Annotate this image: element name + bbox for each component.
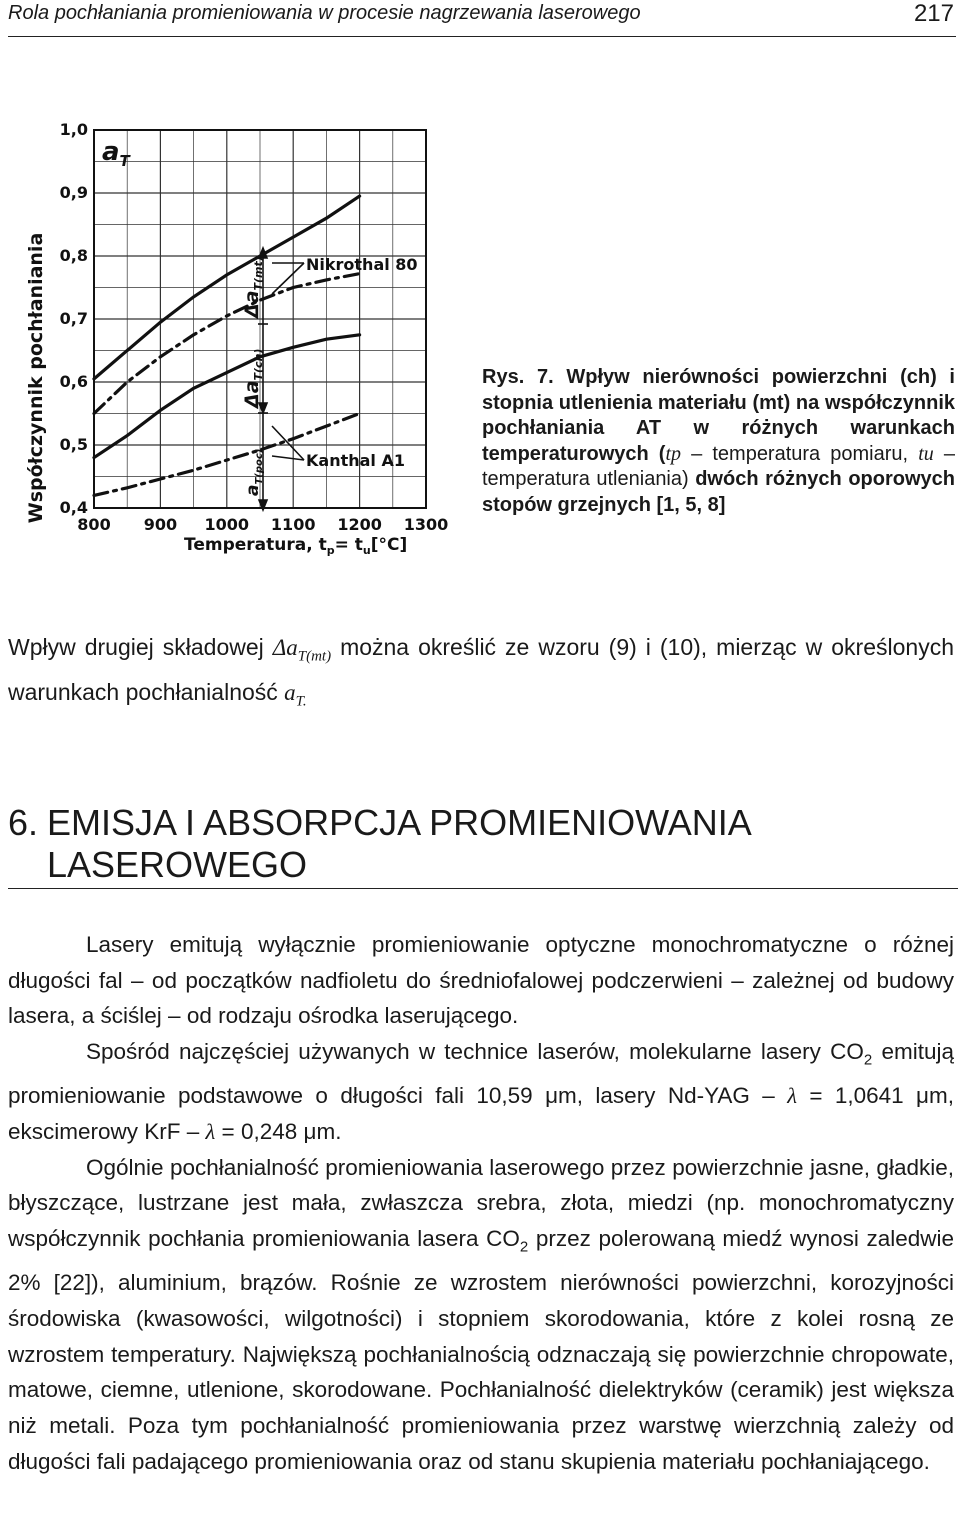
- section-title-line2: LASEROWEGO: [47, 844, 308, 885]
- y-symbol-sub: T: [119, 152, 130, 170]
- caption-tu: tu: [918, 442, 934, 465]
- x-tick-label: 800: [77, 515, 111, 534]
- y-tick-label: 0,8: [59, 246, 88, 265]
- label-nikrothal: Nikrothal 80: [306, 255, 418, 274]
- ann-delta-mt: Δa: [241, 290, 263, 318]
- y-symbol: a: [102, 137, 120, 167]
- ann-delta-ch: Δa: [241, 380, 263, 408]
- section-number: 6.: [8, 802, 39, 843]
- section-body: [8, 927, 954, 1480]
- at-symbol: a: [284, 679, 296, 705]
- chart-svg: [14, 108, 454, 568]
- paragraph-intro: Wpływ drugiej składowej $\Delta a_{T(mt)}$ można określić ze wzoru (9) i (10), mierząc w określonych warunkach pochłanialność $a_{T.}$: [8, 634, 954, 710]
- y-tick-label: 1,0: [59, 120, 88, 139]
- figure-chart: [14, 108, 454, 568]
- figure-caption: Rys. 7. Wpływ nierówności powierzchni (ch) i stopnia utlenienia materiału (mt) na współczynnik pochłaniania AT w różnych warunkach temperaturowych (tp – temperatura pomiaru, tu – temperatura utleniania) dwóch różnych oporowych stopów grzejnych [1, 5, 8]: [482, 366, 955, 516]
- x-tick-label: 1100: [270, 515, 316, 534]
- page-number: 217: [913, 0, 954, 27]
- svg-text:Temperatura, tp= tu[°C]: Temperatura, $t_p= t_u[^\circ C]$: [184, 535, 408, 557]
- y-tick-label: 0,4: [59, 498, 88, 517]
- x-tick-label: 1300: [403, 515, 449, 534]
- x-axis-label: Temperatura, t: [184, 535, 327, 555]
- section-title-line1: EMISJA I ABSORPCJA PROMIENIOWANIA: [47, 802, 752, 843]
- section-heading: [8, 802, 958, 889]
- svg-text:ΔaT(ch): $\Delta a_{T(ch)}$: [241, 348, 265, 408]
- x-axis-label-sub: p: [326, 544, 335, 557]
- ann-poc: a: [243, 484, 263, 496]
- x-tick-label: 1000: [204, 515, 250, 534]
- caption-part1: Rys. 7. Wpływ nierówności powierzchni (ch) i stopnia utlenienia materiału (mt) na współczynnik pochłaniania AT w różnych warunkach temperaturowych (: [482, 366, 955, 465]
- y-tick-label: 0,7: [59, 309, 88, 328]
- x-tick-label: 1200: [337, 515, 382, 534]
- label-kanthal: Kanthal A1: [306, 451, 405, 470]
- body-paragraph-2: Spośród najczęściej używanych w technice laserów, molekularne lasery $CO_2$ emitują promieniowanie podstawowe o długości fali 10,59 μm, lasery Nd-YAG – λ = 1,0641 μm, ekscimerowy KrF – λ = 0,248 μm.: [8, 1039, 955, 1145]
- running-title: Rola pochłaniania promieniowania w procesie nagrzewania laserowego: [8, 2, 641, 24]
- y-tick-label: 0,9: [59, 183, 88, 202]
- x-tick-label: 900: [143, 515, 178, 534]
- page-header: [8, 0, 956, 37]
- svg-text:ΔaT(mt): $\Delta a_{T(mt)}$: [241, 256, 265, 318]
- delta-symbol: Δa: [272, 635, 298, 660]
- kanthal-leader: [272, 456, 304, 460]
- y-tick-label: 0,6: [59, 372, 88, 391]
- svg-text:aT(poc): $a_{T(poc)}$: [243, 448, 265, 496]
- body-paragraph-3: Ogólnie pochłanialność promieniowania laserowego przez powierzchnie jasne, gładkie, błyszczące, lustrzane jest mała, zwłaszcza srebra, złota, miedzi (np. monochromatyczny współczynnik pochłania promieniowania lasera $CO_2$ przez polerowaną miedź wynosi zaledwie 2% [22]), aluminium, brązów. Rośnie ze wzrostem nierówności powierzchni, korozyjności środowiska (kwasowości, wilgotności) i stopniem skorodowania, które z kolei rosną ze wzrostem temperatury. Największą pochłanialnością odznaczają się powierzchnie chropowate, matowe, ciemne, utlenione, skorodowane. Pochłanialność dielektryków (ceramik) jest większa niż metali. Poza tym pochłanialność promieniowania przez warstwę wierzchnią zależy od długości fali padającego promieniowania oraz od stanu skupienia materiału pochłaniającego.: [8, 1154, 954, 1474]
- y-tick-label: 0,5: [59, 435, 88, 454]
- caption-tp: tp: [665, 442, 682, 465]
- body-paragraph-1: Lasery emitują wyłącznie promieniowanie optyczne monochromatyczne o różnej długości fal – od początków nadfioletu do średniofalowej podczerwieni – zależnej od budowy lasera, a ściślej – od rodzaju ośrodka laserującego.: [8, 932, 954, 1029]
- y-axis-label: Współczynnik pochłaniania: [25, 232, 47, 524]
